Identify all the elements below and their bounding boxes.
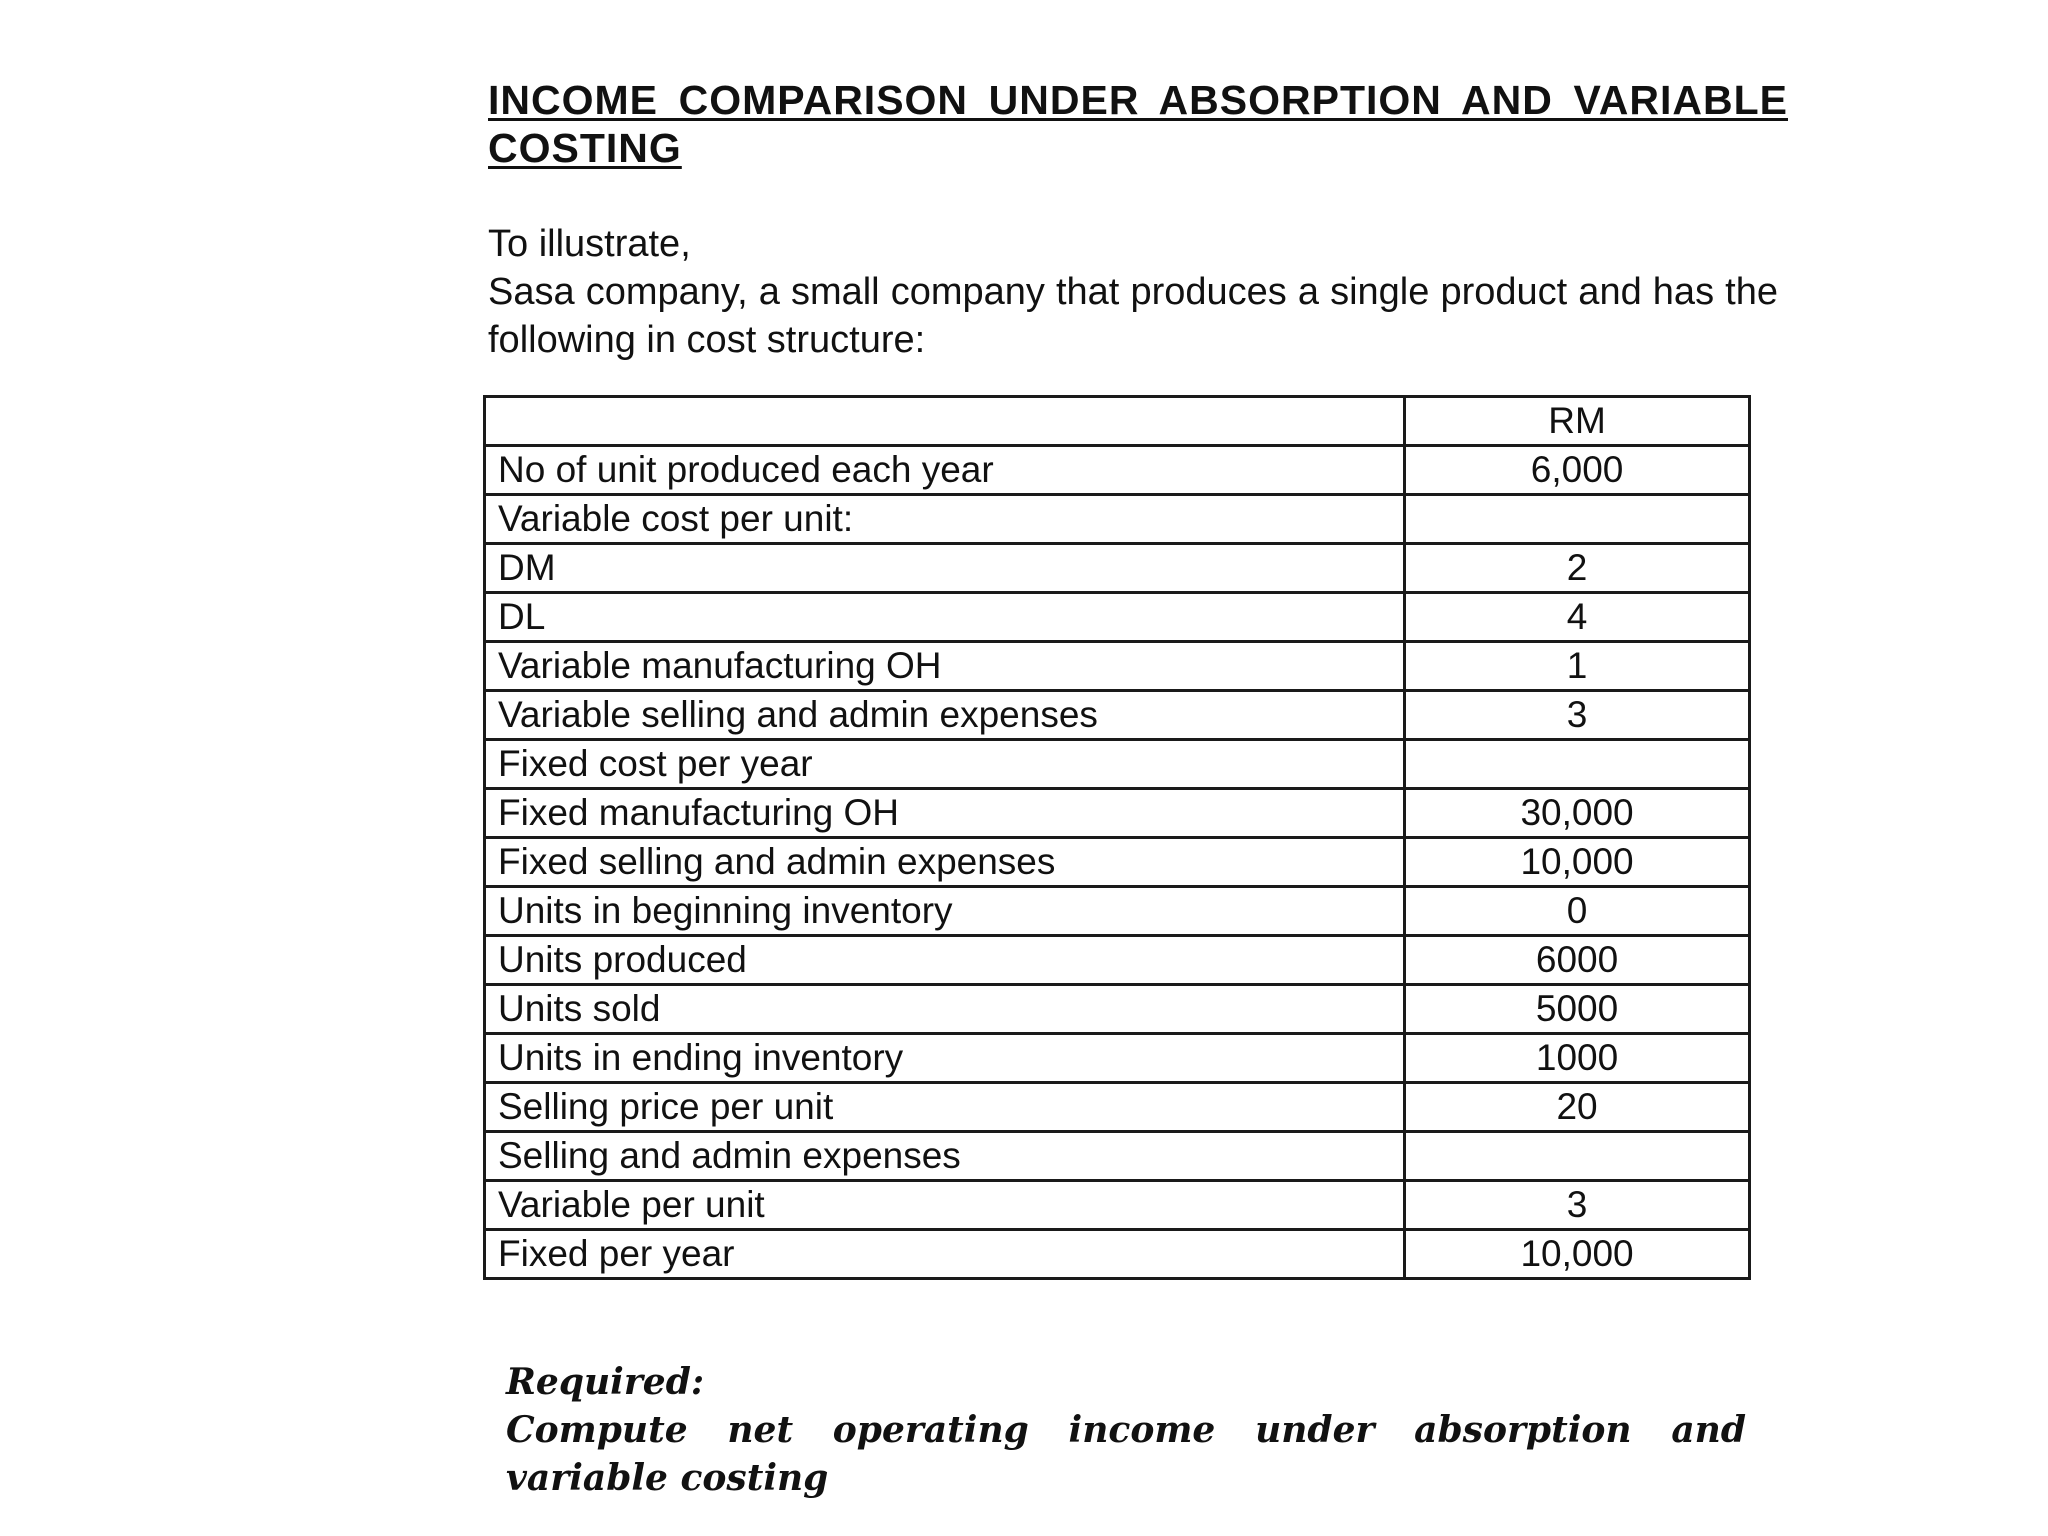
required-task: Compute net operating income under absorption and variable costing	[506, 1409, 1746, 1499]
row-value: 4	[1405, 593, 1750, 642]
row-label: Units in ending inventory	[485, 1034, 1405, 1083]
table-row	[485, 642, 1750, 691]
table-row	[485, 446, 1750, 495]
table-row	[485, 887, 1750, 936]
row-value: 1	[1405, 642, 1750, 691]
row-value: 5000	[1405, 985, 1750, 1034]
row-label: Variable manufacturing OH	[485, 642, 1405, 691]
row-value: 30,000	[1405, 789, 1750, 838]
table-row	[485, 495, 1750, 544]
table-row	[485, 936, 1750, 985]
header-label-cell	[485, 397, 1405, 446]
table-header-row	[485, 397, 1750, 446]
row-label: Fixed per year	[485, 1230, 1405, 1279]
table-row	[485, 1230, 1750, 1279]
row-value: 6000	[1405, 936, 1750, 985]
table-body	[485, 446, 1750, 1279]
required-label: Required:	[506, 1361, 705, 1403]
cost-structure-table	[483, 395, 1751, 1280]
row-label: Selling price per unit	[485, 1083, 1405, 1132]
table-row	[485, 1034, 1750, 1083]
table-row	[485, 1083, 1750, 1132]
row-label: Units produced	[485, 936, 1405, 985]
header-currency-cell: RM	[1405, 397, 1750, 446]
row-value: 6,000	[1405, 446, 1750, 495]
table-row	[485, 691, 1750, 740]
table-row	[485, 1181, 1750, 1230]
row-value: 20	[1405, 1083, 1750, 1132]
row-label: Fixed cost per year	[485, 740, 1405, 789]
table-row	[485, 740, 1750, 789]
row-label: No of unit produced each year	[485, 446, 1405, 495]
intro-paragraph	[488, 220, 1778, 364]
row-value	[1405, 740, 1750, 789]
intro-description: Sasa company, a small company that produces a single product and has the following in cost structure:	[488, 271, 1778, 361]
row-value: 3	[1405, 691, 1750, 740]
row-label: Variable per unit	[485, 1181, 1405, 1230]
row-label: Variable cost per unit:	[485, 495, 1405, 544]
row-value: 10,000	[1405, 1230, 1750, 1279]
row-label: DM	[485, 544, 1405, 593]
row-value: 1000	[1405, 1034, 1750, 1083]
row-value: 10,000	[1405, 838, 1750, 887]
row-value: 2	[1405, 544, 1750, 593]
table-row	[485, 838, 1750, 887]
table-row	[485, 544, 1750, 593]
table-row	[485, 789, 1750, 838]
required-section	[506, 1358, 1746, 1502]
row-label: Fixed selling and admin expenses	[485, 838, 1405, 887]
row-label: Variable selling and admin expenses	[485, 691, 1405, 740]
row-label: Units sold	[485, 985, 1405, 1034]
row-value	[1405, 1132, 1750, 1181]
row-value: 0	[1405, 887, 1750, 936]
table-row	[485, 593, 1750, 642]
row-label: Fixed manufacturing OH	[485, 789, 1405, 838]
page-title: INCOME COMPARISON UNDER ABSORPTION AND VARIABLE COSTING	[488, 77, 1788, 171]
intro-line: To illustrate,	[488, 223, 691, 265]
row-value: 3	[1405, 1181, 1750, 1230]
table-row	[485, 1132, 1750, 1181]
row-label: Selling and admin expenses	[485, 1132, 1405, 1181]
row-label: Units in beginning inventory	[485, 887, 1405, 936]
table-row	[485, 985, 1750, 1034]
row-value	[1405, 495, 1750, 544]
row-label: DL	[485, 593, 1405, 642]
